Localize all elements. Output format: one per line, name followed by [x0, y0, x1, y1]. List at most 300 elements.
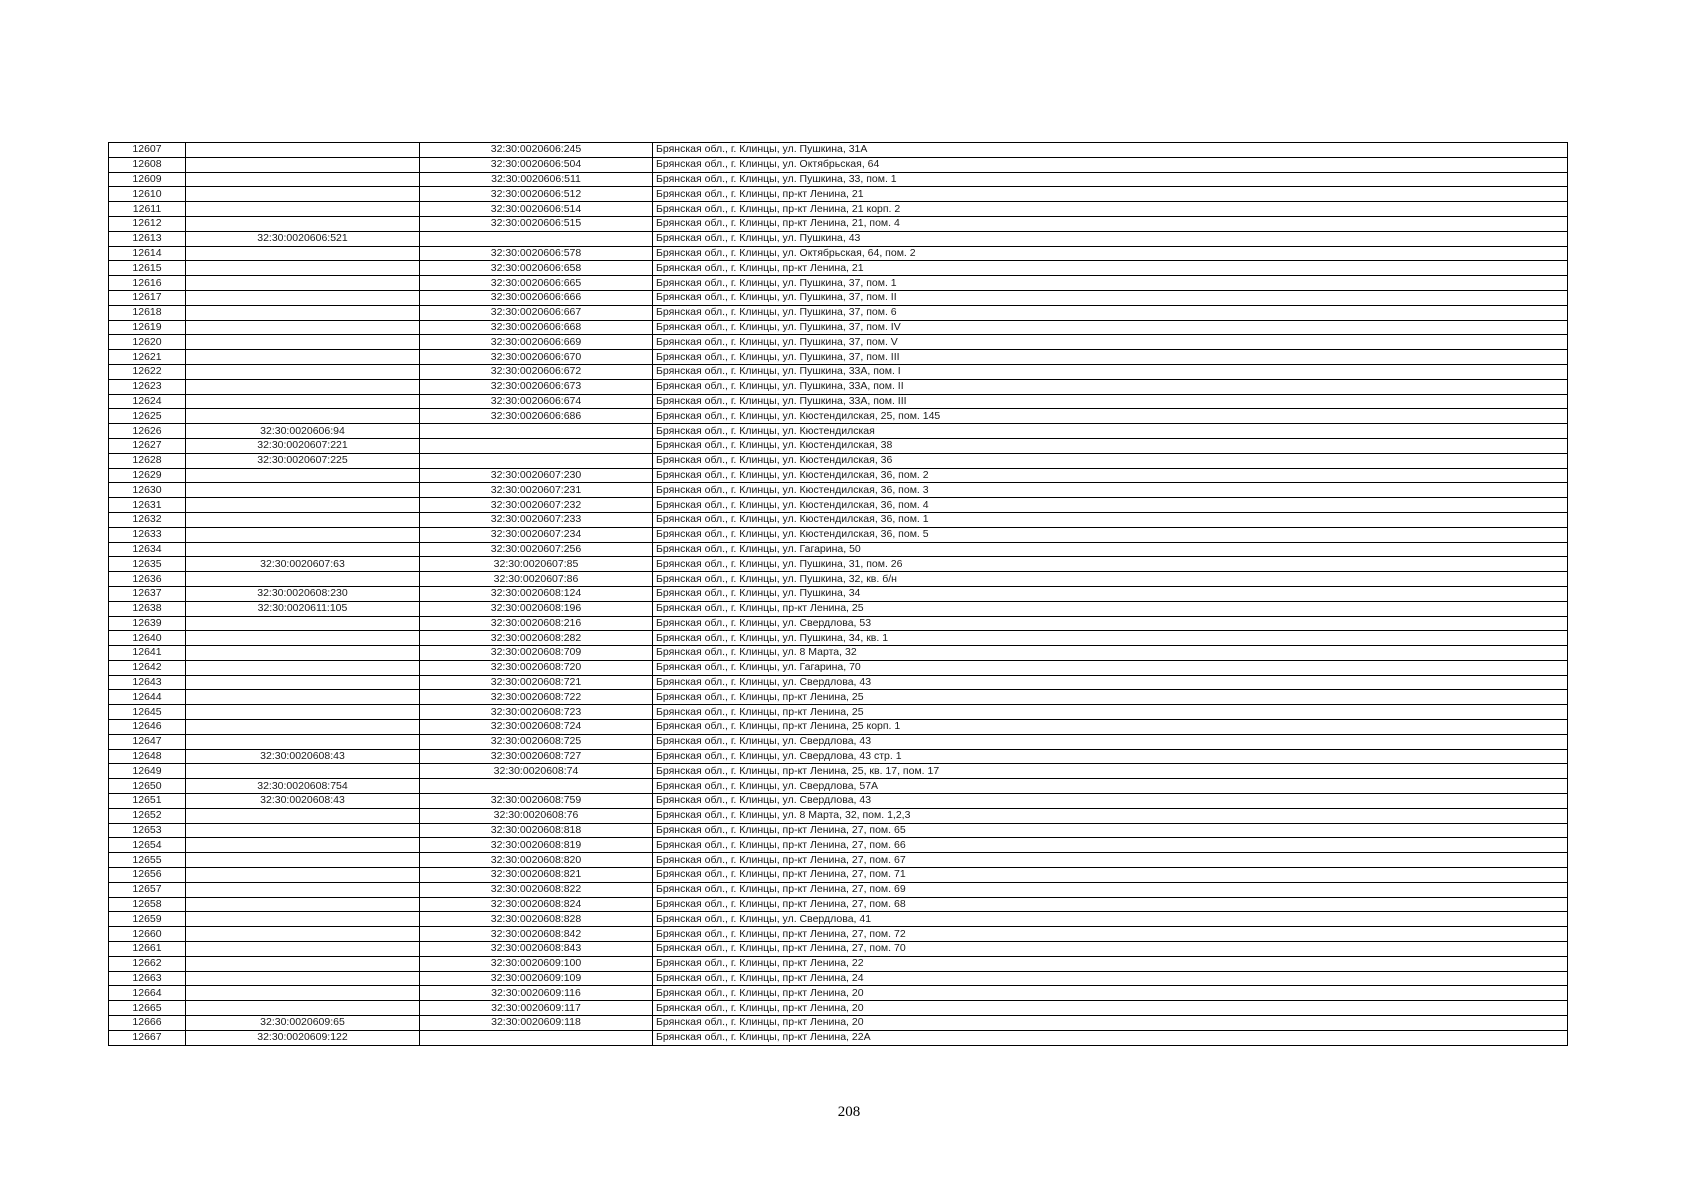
- object-cadastral-number-cell: 32:30:0020608:723: [420, 705, 653, 720]
- table-row: [109, 586, 1568, 601]
- object-cadastral-number-cell: 32:30:0020609:117: [420, 1001, 653, 1016]
- parcel-cadastral-number-cell: 32:30:0020607:221: [186, 438, 420, 453]
- parcel-cadastral-number-cell: 32:30:0020607:225: [186, 453, 420, 468]
- parcel-cadastral-number-cell: 32:30:0020606:521: [186, 231, 420, 246]
- parcel-cadastral-number-cell: [186, 468, 420, 483]
- address-cell: Брянская обл., г. Клинцы, пр-кт Ленина, 21, пом. 4: [653, 216, 1568, 231]
- table-row: [109, 202, 1568, 217]
- row-number-cell: 12626: [109, 424, 186, 439]
- parcel-cadastral-number-cell: [186, 512, 420, 527]
- address-cell: Брянская обл., г. Клинцы, пр-кт Ленина, 25, кв. 17, пом. 17: [653, 764, 1568, 779]
- row-number-cell: 12628: [109, 453, 186, 468]
- address-cell: Брянская обл., г. Клинцы, ул. Кюстендилская, 36: [653, 453, 1568, 468]
- object-cadastral-number-cell: 32:30:0020608:76: [420, 808, 653, 823]
- object-cadastral-number-cell: [420, 453, 653, 468]
- parcel-cadastral-number-cell: [186, 616, 420, 631]
- object-cadastral-number-cell: 32:30:0020606:667: [420, 305, 653, 320]
- address-cell: Брянская обл., г. Клинцы, ул. Пушкина, 37, пом. II: [653, 290, 1568, 305]
- address-cell: Брянская обл., г. Клинцы, пр-кт Ленина, 22А: [653, 1030, 1568, 1045]
- object-cadastral-number-cell: 32:30:0020608:720: [420, 660, 653, 675]
- address-cell: Брянская обл., г. Клинцы, ул. 8 Марта, 32: [653, 646, 1568, 661]
- row-number-cell: 12651: [109, 794, 186, 809]
- table-row: [109, 246, 1568, 261]
- object-cadastral-number-cell: 32:30:0020606:669: [420, 335, 653, 350]
- address-cell: Брянская обл., г. Клинцы, пр-кт Ленина, 20: [653, 986, 1568, 1001]
- address-cell: Брянская обл., г. Клинцы, ул. Пушкина, 33А, пом. II: [653, 379, 1568, 394]
- table-row: [109, 527, 1568, 542]
- parcel-cadastral-number-cell: [186, 912, 420, 927]
- object-cadastral-number-cell: 32:30:0020606:668: [420, 320, 653, 335]
- row-number-cell: 12655: [109, 853, 186, 868]
- parcel-cadastral-number-cell: [186, 690, 420, 705]
- table-row: [109, 823, 1568, 838]
- object-cadastral-number-cell: [420, 779, 653, 794]
- parcel-cadastral-number-cell: [186, 143, 420, 158]
- parcel-cadastral-number-cell: [186, 246, 420, 261]
- address-cell: Брянская обл., г. Клинцы, пр-кт Ленина, 25: [653, 601, 1568, 616]
- address-cell: Брянская обл., г. Клинцы, ул. Пушкина, 31, пом. 26: [653, 557, 1568, 572]
- row-number-cell: 12657: [109, 882, 186, 897]
- address-cell: Брянская обл., г. Клинцы, ул. Пушкина, 32, кв. б/н: [653, 572, 1568, 587]
- parcel-cadastral-number-cell: 32:30:0020608:43: [186, 794, 420, 809]
- address-cell: Брянская обл., г. Клинцы, ул. Свердлова, 43: [653, 794, 1568, 809]
- row-number-cell: 12648: [109, 749, 186, 764]
- address-cell: Брянская обл., г. Клинцы, пр-кт Ленина, 20: [653, 1001, 1568, 1016]
- table-row: [109, 143, 1568, 158]
- address-cell: Брянская обл., г. Клинцы, ул. Кюстендилская, 36, пом. 3: [653, 483, 1568, 498]
- table-row: [109, 808, 1568, 823]
- object-cadastral-number-cell: 32:30:0020608:725: [420, 734, 653, 749]
- address-cell: Брянская обл., г. Клинцы, пр-кт Ленина, 25 корп. 1: [653, 720, 1568, 735]
- address-cell: Брянская обл., г. Клинцы, пр-кт Ленина, 21 корп. 2: [653, 202, 1568, 217]
- address-cell: Брянская обл., г. Клинцы, ул. Пушкина, 34, кв. 1: [653, 631, 1568, 646]
- address-cell: Брянская обл., г. Клинцы, ул. Гагарина, 50: [653, 542, 1568, 557]
- table-row: [109, 660, 1568, 675]
- object-cadastral-number-cell: 32:30:0020608:709: [420, 646, 653, 661]
- row-number-cell: 12614: [109, 246, 186, 261]
- table-row: [109, 631, 1568, 646]
- object-cadastral-number-cell: 32:30:0020606:514: [420, 202, 653, 217]
- object-cadastral-number-cell: 32:30:0020609:118: [420, 1016, 653, 1031]
- row-number-cell: 12652: [109, 808, 186, 823]
- row-number-cell: 12642: [109, 660, 186, 675]
- address-cell: Брянская обл., г. Клинцы, пр-кт Ленина, 21: [653, 187, 1568, 202]
- object-cadastral-number-cell: 32:30:0020608:724: [420, 720, 653, 735]
- object-cadastral-number-cell: 32:30:0020607:230: [420, 468, 653, 483]
- row-number-cell: 12639: [109, 616, 186, 631]
- address-cell: Брянская обл., г. Клинцы, пр-кт Ленина, 22: [653, 956, 1568, 971]
- parcel-cadastral-number-cell: [186, 675, 420, 690]
- object-cadastral-number-cell: 32:30:0020608:721: [420, 675, 653, 690]
- registry-table-body: [109, 143, 1568, 1046]
- parcel-cadastral-number-cell: [186, 734, 420, 749]
- address-cell: Брянская обл., г. Клинцы, ул. Октябрьская, 64: [653, 157, 1568, 172]
- object-cadastral-number-cell: [420, 438, 653, 453]
- row-number-cell: 12645: [109, 705, 186, 720]
- address-cell: Брянская обл., г. Клинцы, ул. Пушкина, 37, пом. 6: [653, 305, 1568, 320]
- object-cadastral-number-cell: 32:30:0020606:512: [420, 187, 653, 202]
- address-cell: Брянская обл., г. Клинцы, пр-кт Ленина, 27, пом. 71: [653, 868, 1568, 883]
- object-cadastral-number-cell: 32:30:0020608:196: [420, 601, 653, 616]
- parcel-cadastral-number-cell: [186, 172, 420, 187]
- row-number-cell: 12613: [109, 231, 186, 246]
- parcel-cadastral-number-cell: 32:30:0020608:754: [186, 779, 420, 794]
- address-cell: Брянская обл., г. Клинцы, пр-кт Ленина, 25: [653, 705, 1568, 720]
- address-cell: Брянская обл., г. Клинцы, ул. Кюстендилская, 36, пом. 2: [653, 468, 1568, 483]
- object-cadastral-number-cell: 32:30:0020608:843: [420, 942, 653, 957]
- object-cadastral-number-cell: 32:30:0020608:842: [420, 927, 653, 942]
- table-row: [109, 779, 1568, 794]
- object-cadastral-number-cell: [420, 231, 653, 246]
- row-number-cell: 12607: [109, 143, 186, 158]
- table-row: [109, 512, 1568, 527]
- row-number-cell: 12635: [109, 557, 186, 572]
- row-number-cell: 12640: [109, 631, 186, 646]
- parcel-cadastral-number-cell: [186, 364, 420, 379]
- table-row: [109, 453, 1568, 468]
- object-cadastral-number-cell: 32:30:0020608:821: [420, 868, 653, 883]
- parcel-cadastral-number-cell: [186, 868, 420, 883]
- address-cell: Брянская обл., г. Клинцы, ул. Пушкина, 34: [653, 586, 1568, 601]
- parcel-cadastral-number-cell: [186, 572, 420, 587]
- table-row: [109, 542, 1568, 557]
- address-cell: Брянская обл., г. Клинцы, ул. Пушкина, 33, пом. 1: [653, 172, 1568, 187]
- parcel-cadastral-number-cell: [186, 660, 420, 675]
- parcel-cadastral-number-cell: [186, 720, 420, 735]
- object-cadastral-number-cell: 32:30:0020609:109: [420, 971, 653, 986]
- address-cell: Брянская обл., г. Клинцы, пр-кт Ленина, 27, пом. 69: [653, 882, 1568, 897]
- address-cell: Брянская обл., г. Клинцы, пр-кт Ленина, 20: [653, 1016, 1568, 1031]
- parcel-cadastral-number-cell: [186, 971, 420, 986]
- address-cell: Брянская обл., г. Клинцы, ул. Пушкина, 37, пом. IV: [653, 320, 1568, 335]
- parcel-cadastral-number-cell: [186, 216, 420, 231]
- object-cadastral-number-cell: 32:30:0020606:670: [420, 350, 653, 365]
- row-number-cell: 12634: [109, 542, 186, 557]
- object-cadastral-number-cell: 32:30:0020608:282: [420, 631, 653, 646]
- row-number-cell: 12611: [109, 202, 186, 217]
- table-row: [109, 350, 1568, 365]
- object-cadastral-number-cell: 32:30:0020608:759: [420, 794, 653, 809]
- object-cadastral-number-cell: [420, 1030, 653, 1045]
- table-row: [109, 409, 1568, 424]
- table-row: [109, 720, 1568, 735]
- object-cadastral-number-cell: 32:30:0020609:116: [420, 986, 653, 1001]
- parcel-cadastral-number-cell: 32:30:0020609:122: [186, 1030, 420, 1045]
- table-row: [109, 379, 1568, 394]
- row-number-cell: 12631: [109, 498, 186, 513]
- row-number-cell: 12625: [109, 409, 186, 424]
- object-cadastral-number-cell: 32:30:0020606:245: [420, 143, 653, 158]
- object-cadastral-number-cell: 32:30:0020608:216: [420, 616, 653, 631]
- row-number-cell: 12644: [109, 690, 186, 705]
- parcel-cadastral-number-cell: [186, 927, 420, 942]
- object-cadastral-number-cell: 32:30:0020606:674: [420, 394, 653, 409]
- table-row: [109, 927, 1568, 942]
- row-number-cell: 12632: [109, 512, 186, 527]
- table-row: [109, 424, 1568, 439]
- parcel-cadastral-number-cell: [186, 897, 420, 912]
- table-row: [109, 971, 1568, 986]
- parcel-cadastral-number-cell: [186, 986, 420, 1001]
- table-row: [109, 498, 1568, 513]
- address-cell: Брянская обл., г. Клинцы, ул. Пушкина, 37, пом. 1: [653, 276, 1568, 291]
- address-cell: Брянская обл., г. Клинцы, ул. Пушкина, 37, пом. III: [653, 350, 1568, 365]
- object-cadastral-number-cell: 32:30:0020608:828: [420, 912, 653, 927]
- parcel-cadastral-number-cell: [186, 350, 420, 365]
- object-cadastral-number-cell: 32:30:0020608:727: [420, 749, 653, 764]
- table-row: [109, 438, 1568, 453]
- object-cadastral-number-cell: 32:30:0020606:672: [420, 364, 653, 379]
- row-number-cell: 12616: [109, 276, 186, 291]
- page-number: 208: [837, 1104, 861, 1120]
- parcel-cadastral-number-cell: [186, 202, 420, 217]
- parcel-cadastral-number-cell: [186, 542, 420, 557]
- row-number-cell: 12650: [109, 779, 186, 794]
- row-number-cell: 12615: [109, 261, 186, 276]
- object-cadastral-number-cell: 32:30:0020608:824: [420, 897, 653, 912]
- row-number-cell: 12665: [109, 1001, 186, 1016]
- parcel-cadastral-number-cell: [186, 838, 420, 853]
- row-number-cell: 12666: [109, 1016, 186, 1031]
- row-number-cell: 12630: [109, 483, 186, 498]
- row-number-cell: 12627: [109, 438, 186, 453]
- table-row: [109, 764, 1568, 779]
- parcel-cadastral-number-cell: [186, 808, 420, 823]
- row-number-cell: 12623: [109, 379, 186, 394]
- row-number-cell: 12609: [109, 172, 186, 187]
- address-cell: Брянская обл., г. Клинцы, пр-кт Ленина, 24: [653, 971, 1568, 986]
- address-cell: Брянская обл., г. Клинцы, ул. Свердлова, 53: [653, 616, 1568, 631]
- table-row: [109, 276, 1568, 291]
- row-number-cell: 12653: [109, 823, 186, 838]
- table-row: [109, 231, 1568, 246]
- parcel-cadastral-number-cell: [186, 305, 420, 320]
- object-cadastral-number-cell: 32:30:0020608:819: [420, 838, 653, 853]
- address-cell: Брянская обл., г. Клинцы, пр-кт Ленина, 27, пом. 68: [653, 897, 1568, 912]
- address-cell: Брянская обл., г. Клинцы, ул. Кюстендилская, 36, пом. 4: [653, 498, 1568, 513]
- table-row: [109, 261, 1568, 276]
- table-row: [109, 882, 1568, 897]
- address-cell: Брянская обл., г. Клинцы, пр-кт Ленина, 27, пом. 70: [653, 942, 1568, 957]
- address-cell: Брянская обл., г. Клинцы, ул. Пушкина, 33А, пом. III: [653, 394, 1568, 409]
- parcel-cadastral-number-cell: [186, 823, 420, 838]
- table-row: [109, 986, 1568, 1001]
- object-cadastral-number-cell: [420, 424, 653, 439]
- table-row: [109, 305, 1568, 320]
- row-number-cell: 12641: [109, 646, 186, 661]
- parcel-cadastral-number-cell: [186, 942, 420, 957]
- object-cadastral-number-cell: 32:30:0020608:820: [420, 853, 653, 868]
- table-row: [109, 335, 1568, 350]
- address-cell: Брянская обл., г. Клинцы, ул. Свердлова, 57А: [653, 779, 1568, 794]
- parcel-cadastral-number-cell: [186, 335, 420, 350]
- registry-table: [108, 142, 1568, 1046]
- row-number-cell: 12667: [109, 1030, 186, 1045]
- parcel-cadastral-number-cell: [186, 394, 420, 409]
- object-cadastral-number-cell: 32:30:0020606:511: [420, 172, 653, 187]
- parcel-cadastral-number-cell: [186, 276, 420, 291]
- table-row: [109, 394, 1568, 409]
- row-number-cell: 12658: [109, 897, 186, 912]
- row-number-cell: 12620: [109, 335, 186, 350]
- parcel-cadastral-number-cell: 32:30:0020608:230: [186, 586, 420, 601]
- object-cadastral-number-cell: 32:30:0020608:74: [420, 764, 653, 779]
- row-number-cell: 12621: [109, 350, 186, 365]
- object-cadastral-number-cell: 32:30:0020606:504: [420, 157, 653, 172]
- parcel-cadastral-number-cell: [186, 705, 420, 720]
- parcel-cadastral-number-cell: [186, 483, 420, 498]
- row-number-cell: 12662: [109, 956, 186, 971]
- row-number-cell: 12618: [109, 305, 186, 320]
- table-row: [109, 705, 1568, 720]
- row-number-cell: 12624: [109, 394, 186, 409]
- table-row: [109, 690, 1568, 705]
- object-cadastral-number-cell: 32:30:0020607:85: [420, 557, 653, 572]
- table-row: [109, 601, 1568, 616]
- address-cell: Брянская обл., г. Клинцы, ул. Пушкина, 31А: [653, 143, 1568, 158]
- object-cadastral-number-cell: 32:30:0020607:232: [420, 498, 653, 513]
- address-cell: Брянская обл., г. Клинцы, ул. Кюстендилская, 36, пом. 5: [653, 527, 1568, 542]
- table-row: [109, 216, 1568, 231]
- object-cadastral-number-cell: 32:30:0020606:578: [420, 246, 653, 261]
- address-cell: Брянская обл., г. Клинцы, пр-кт Ленина, 27, пом. 66: [653, 838, 1568, 853]
- table-row: [109, 290, 1568, 305]
- object-cadastral-number-cell: 32:30:0020606:515: [420, 216, 653, 231]
- object-cadastral-number-cell: 32:30:0020607:233: [420, 512, 653, 527]
- table-row: [109, 1016, 1568, 1031]
- parcel-cadastral-number-cell: 32:30:0020611:105: [186, 601, 420, 616]
- table-row: [109, 956, 1568, 971]
- table-row: [109, 749, 1568, 764]
- address-cell: Брянская обл., г. Клинцы, ул. Пушкина, 43: [653, 231, 1568, 246]
- address-cell: Брянская обл., г. Клинцы, ул. Кюстендилская, 36, пом. 1: [653, 512, 1568, 527]
- row-number-cell: 12661: [109, 942, 186, 957]
- address-cell: Брянская обл., г. Клинцы, ул. Свердлова, 43 стр. 1: [653, 749, 1568, 764]
- row-number-cell: 12633: [109, 527, 186, 542]
- table-row: [109, 572, 1568, 587]
- parcel-cadastral-number-cell: [186, 409, 420, 424]
- table-row: [109, 187, 1568, 202]
- address-cell: Брянская обл., г. Клинцы, пр-кт Ленина, 25: [653, 690, 1568, 705]
- table-row: [109, 838, 1568, 853]
- table-row: [109, 157, 1568, 172]
- table-row: [109, 364, 1568, 379]
- address-cell: Брянская обл., г. Клинцы, ул. Свердлова, 43: [653, 675, 1568, 690]
- object-cadastral-number-cell: 32:30:0020606:686: [420, 409, 653, 424]
- table-row: [109, 1001, 1568, 1016]
- row-number-cell: 12617: [109, 290, 186, 305]
- parcel-cadastral-number-cell: [186, 157, 420, 172]
- row-number-cell: 12664: [109, 986, 186, 1001]
- table-row: [109, 868, 1568, 883]
- object-cadastral-number-cell: 32:30:0020606:658: [420, 261, 653, 276]
- table-row: [109, 557, 1568, 572]
- row-number-cell: 12647: [109, 734, 186, 749]
- address-cell: Брянская обл., г. Клинцы, пр-кт Ленина, 27, пом. 67: [653, 853, 1568, 868]
- parcel-cadastral-number-cell: 32:30:0020607:63: [186, 557, 420, 572]
- parcel-cadastral-number-cell: [186, 261, 420, 276]
- parcel-cadastral-number-cell: [186, 498, 420, 513]
- parcel-cadastral-number-cell: [186, 320, 420, 335]
- row-number-cell: 12663: [109, 971, 186, 986]
- parcel-cadastral-number-cell: [186, 631, 420, 646]
- object-cadastral-number-cell: 32:30:0020607:234: [420, 527, 653, 542]
- address-cell: Брянская обл., г. Клинцы, ул. Свердлова, 43: [653, 734, 1568, 749]
- table-row: [109, 794, 1568, 809]
- address-cell: Брянская обл., г. Клинцы, ул. Гагарина, 70: [653, 660, 1568, 675]
- parcel-cadastral-number-cell: [186, 379, 420, 394]
- object-cadastral-number-cell: 32:30:0020607:256: [420, 542, 653, 557]
- object-cadastral-number-cell: 32:30:0020606:666: [420, 290, 653, 305]
- object-cadastral-number-cell: 32:30:0020608:722: [420, 690, 653, 705]
- parcel-cadastral-number-cell: [186, 187, 420, 202]
- parcel-cadastral-number-cell: [186, 853, 420, 868]
- row-number-cell: 12608: [109, 157, 186, 172]
- parcel-cadastral-number-cell: 32:30:0020608:43: [186, 749, 420, 764]
- row-number-cell: 12637: [109, 586, 186, 601]
- object-cadastral-number-cell: 32:30:0020609:100: [420, 956, 653, 971]
- address-cell: Брянская обл., г. Клинцы, пр-кт Ленина, 21: [653, 261, 1568, 276]
- row-number-cell: 12646: [109, 720, 186, 735]
- parcel-cadastral-number-cell: [186, 1001, 420, 1016]
- table-row: [109, 912, 1568, 927]
- row-number-cell: 12629: [109, 468, 186, 483]
- table-row: [109, 468, 1568, 483]
- table-row: [109, 483, 1568, 498]
- parcel-cadastral-number-cell: [186, 646, 420, 661]
- row-number-cell: 12654: [109, 838, 186, 853]
- row-number-cell: 12660: [109, 927, 186, 942]
- row-number-cell: 12659: [109, 912, 186, 927]
- object-cadastral-number-cell: 32:30:0020606:665: [420, 276, 653, 291]
- table-row: [109, 942, 1568, 957]
- row-number-cell: 12610: [109, 187, 186, 202]
- row-number-cell: 12649: [109, 764, 186, 779]
- parcel-cadastral-number-cell: [186, 956, 420, 971]
- parcel-cadastral-number-cell: 32:30:0020609:65: [186, 1016, 420, 1031]
- address-cell: Брянская обл., г. Клинцы, ул. Кюстендилская, 25, пом. 145: [653, 409, 1568, 424]
- address-cell: Брянская обл., г. Клинцы, ул. Пушкина, 33А, пом. I: [653, 364, 1568, 379]
- table-row: [109, 616, 1568, 631]
- row-number-cell: 12612: [109, 216, 186, 231]
- table-row: [109, 320, 1568, 335]
- parcel-cadastral-number-cell: 32:30:0020606:94: [186, 424, 420, 439]
- parcel-cadastral-number-cell: [186, 290, 420, 305]
- address-cell: Брянская обл., г. Клинцы, ул. Свердлова, 41: [653, 912, 1568, 927]
- address-cell: Брянская обл., г. Клинцы, ул. Октябрьская, 64, пом. 2: [653, 246, 1568, 261]
- object-cadastral-number-cell: 32:30:0020607:231: [420, 483, 653, 498]
- parcel-cadastral-number-cell: [186, 882, 420, 897]
- address-cell: Брянская обл., г. Клинцы, пр-кт Ленина, 27, пом. 72: [653, 927, 1568, 942]
- row-number-cell: 12656: [109, 868, 186, 883]
- table-row: [109, 734, 1568, 749]
- object-cadastral-number-cell: 32:30:0020606:673: [420, 379, 653, 394]
- address-cell: Брянская обл., г. Клинцы, ул. 8 Марта, 32, пом. 1,2,3: [653, 808, 1568, 823]
- address-cell: Брянская обл., г. Клинцы, ул. Пушкина, 37, пом. V: [653, 335, 1568, 350]
- table-row: [109, 853, 1568, 868]
- table-row: [109, 1030, 1568, 1045]
- row-number-cell: 12619: [109, 320, 186, 335]
- object-cadastral-number-cell: 32:30:0020608:818: [420, 823, 653, 838]
- row-number-cell: 12622: [109, 364, 186, 379]
- table-row: [109, 172, 1568, 187]
- row-number-cell: 12638: [109, 601, 186, 616]
- table-row: [109, 646, 1568, 661]
- object-cadastral-number-cell: 32:30:0020608:124: [420, 586, 653, 601]
- address-cell: Брянская обл., г. Клинцы, ул. Кюстендилская, 38: [653, 438, 1568, 453]
- address-cell: Брянская обл., г. Клинцы, ул. Кюстендилская: [653, 424, 1568, 439]
- table-row: [109, 897, 1568, 912]
